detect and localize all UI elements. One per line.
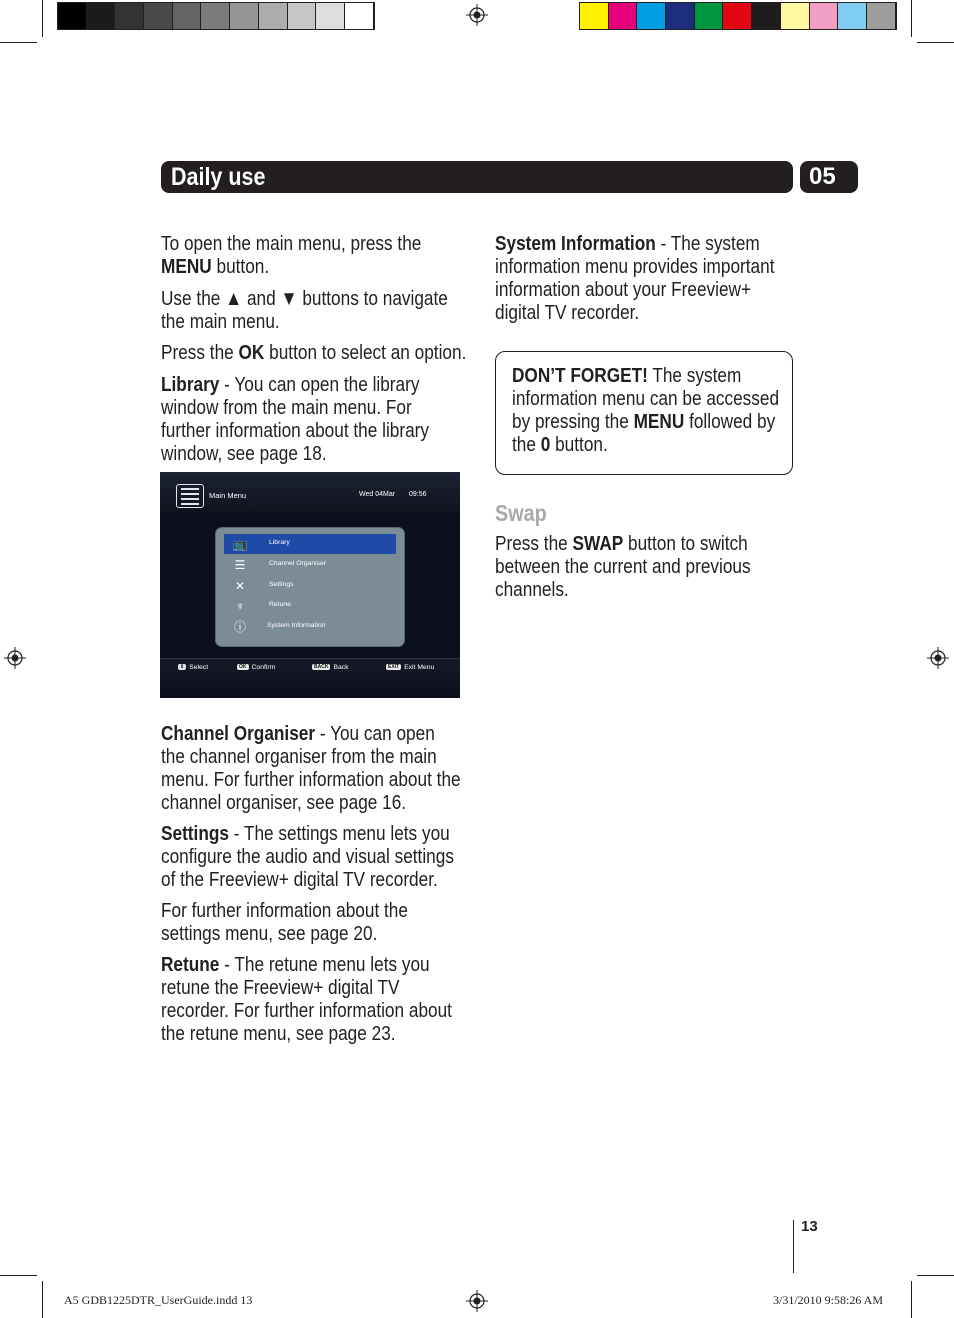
- text: recorder. For further information about: [161, 999, 452, 1022]
- color-swatch: [259, 3, 288, 29]
- paragraph-settings: [161, 822, 454, 891]
- antenna-icon: ♆: [235, 599, 245, 613]
- color-swatch: [695, 3, 724, 29]
- color-swatch: [810, 3, 839, 29]
- text: the channel organiser from the main: [161, 745, 437, 768]
- chapter-number-box: [800, 161, 858, 193]
- menu-list-icon: [176, 484, 204, 508]
- term-settings: Settings: [161, 822, 229, 845]
- paragraph-settings-more: [161, 899, 408, 945]
- text: button.: [211, 255, 270, 278]
- text: settings menu, see page 20.: [161, 922, 378, 945]
- hint-exit: [386, 664, 434, 671]
- key-ok: OK: [238, 341, 265, 364]
- text: retune the Freeview+ digital TV: [161, 976, 400, 999]
- page-number: 13: [801, 1218, 818, 1235]
- tv-hint-bar: [160, 658, 460, 698]
- text: the main menu.: [161, 310, 280, 333]
- color-swatch: [838, 3, 867, 29]
- color-swatch: [58, 3, 87, 29]
- registration-mark-icon: [927, 647, 949, 669]
- text: configure the audio and visual settings: [161, 845, 454, 868]
- text: button to select an option.: [264, 341, 467, 364]
- process-color-bar: [579, 2, 897, 30]
- color-swatch: [288, 3, 317, 29]
- color-swatch: [666, 3, 695, 29]
- tv-menu-item-label: Retune: [269, 601, 291, 608]
- crop-mark: [0, 42, 37, 43]
- slug-timestamp: 3/31/2010 9:58:26 AM: [773, 1293, 884, 1307]
- color-swatch: [173, 3, 202, 29]
- hint-select: [178, 664, 208, 671]
- hint-back: [312, 664, 349, 671]
- hint-label: Back: [333, 664, 349, 671]
- section-title: Daily use: [171, 163, 266, 191]
- color-swatch: [867, 3, 896, 29]
- text: the retune menu, see page 23.: [161, 1022, 396, 1045]
- chapter-number: 05: [809, 163, 836, 190]
- paragraph-navigate: [161, 287, 448, 333]
- select-key-icon: ⇕: [180, 664, 185, 670]
- registration-mark-icon: [4, 647, 26, 669]
- paragraph-system-information: [495, 232, 774, 324]
- tv-top-bar: [160, 472, 460, 512]
- tv-menu-panel: [216, 528, 404, 646]
- down-arrow-icon: ▼: [280, 287, 298, 310]
- crop-mark: [911, 0, 912, 37]
- color-swatch: [637, 3, 666, 29]
- tv-date: Wed 04Mar: [359, 491, 396, 498]
- text: - The system: [655, 232, 760, 255]
- text: - The settings menu lets you: [228, 822, 450, 845]
- grayscale-color-bar: [57, 2, 375, 30]
- text: Use the: [161, 287, 226, 310]
- text: information menu provides important: [495, 255, 775, 278]
- paragraph-channel-organiser: [161, 722, 461, 814]
- text: by pressing the: [512, 410, 634, 433]
- swap-heading: Swap: [495, 500, 547, 526]
- text: For further information about the: [161, 899, 408, 922]
- slug-filename: A5 GDB1225DTR_UserGuide.indd 13: [64, 1293, 253, 1307]
- text: - The retune menu lets you: [219, 953, 430, 976]
- color-swatch: [87, 3, 116, 29]
- text: the: [512, 433, 541, 456]
- info-icon: ⓘ: [233, 620, 246, 634]
- tv-menu-item-settings[interactable]: [224, 576, 396, 596]
- tv-menu-item-retune[interactable]: [224, 596, 396, 616]
- up-arrow-icon: ▲: [225, 287, 243, 310]
- text: information menu can be accessed: [512, 387, 780, 410]
- tv-menu-item-label: System Information: [267, 622, 326, 629]
- dont-forget-note: [512, 364, 779, 456]
- crop-mark: [917, 1275, 954, 1276]
- tv-menu-item-channel-organiser[interactable]: [224, 555, 396, 575]
- color-swatch: [345, 3, 374, 29]
- text: button.: [550, 433, 608, 456]
- text: followed by: [684, 410, 776, 433]
- tv-menu-title: Main Menu: [209, 491, 247, 500]
- crop-mark: [911, 1281, 912, 1318]
- color-swatch: [752, 3, 781, 29]
- hint-label: Confirm: [251, 664, 276, 671]
- text: between the current and previous: [495, 555, 751, 578]
- text: Press the: [161, 341, 239, 364]
- text: channel organiser, see page 16.: [161, 791, 407, 814]
- text: further information about the library: [161, 419, 430, 442]
- paragraph-open-menu: [161, 232, 421, 278]
- crop-mark: [42, 1281, 43, 1318]
- tv-menu-item-system-information[interactable]: [224, 617, 396, 637]
- key-menu: MENU: [633, 410, 685, 433]
- exit-key-icon: EXIT: [388, 664, 400, 670]
- tv-menu-item-label: Settings: [269, 581, 294, 588]
- paragraph-library: [161, 373, 429, 465]
- crop-mark: [0, 1275, 37, 1276]
- paragraph-swap: [495, 532, 751, 601]
- key-swap: SWAP: [572, 532, 624, 555]
- page-number-rule: [793, 1220, 794, 1273]
- crop-mark: [42, 0, 43, 37]
- term-retune: Retune: [161, 953, 220, 976]
- text: - You can open the library: [219, 373, 420, 396]
- color-swatch: [144, 3, 173, 29]
- text: Press the: [495, 532, 573, 555]
- hint-confirm: [237, 664, 275, 671]
- crop-mark: [917, 42, 954, 43]
- color-swatch: [115, 3, 144, 29]
- tv-menu-item-label: Library: [269, 539, 290, 546]
- hint-label: Select: [189, 664, 209, 671]
- text: To open the main menu, press the: [161, 232, 422, 255]
- text: button to switch: [623, 532, 748, 555]
- key-menu: MENU: [161, 255, 212, 278]
- tv-menu-item-label: Channel Organiser: [269, 560, 327, 567]
- color-swatch: [723, 3, 752, 29]
- text: digital TV recorder.: [495, 301, 640, 324]
- text: of the Freeview+ digital TV recorder.: [161, 868, 438, 891]
- term-library: Library: [161, 373, 220, 396]
- text: menu. For further information about the: [161, 768, 461, 791]
- tv-time: 09:56: [409, 491, 427, 498]
- text: buttons to navigate: [297, 287, 448, 310]
- registration-mark-icon: [466, 1290, 488, 1312]
- text: - You can open: [315, 722, 435, 745]
- color-swatch: [201, 3, 230, 29]
- section-header-bar: [161, 161, 793, 193]
- text: The system: [647, 364, 742, 387]
- term-system-information: System Information: [495, 232, 656, 255]
- list-icon: ☰: [234, 558, 246, 572]
- hint-label: Exit Menu: [404, 664, 435, 671]
- color-swatch: [316, 3, 345, 29]
- tv-menu-item-library[interactable]: [224, 534, 396, 554]
- ok-key-icon: OK: [239, 664, 247, 670]
- tv-main-menu-screenshot: [160, 472, 460, 698]
- text: window from the main menu. For: [161, 396, 412, 419]
- color-swatch: [230, 3, 259, 29]
- note-heading: DON’T FORGET!: [512, 364, 648, 387]
- color-swatch: [781, 3, 810, 29]
- text: information about your Freeview+: [495, 278, 752, 301]
- back-key-icon: BACK: [314, 664, 329, 670]
- paragraph-press-ok: [161, 341, 466, 364]
- text: channels.: [495, 578, 569, 601]
- color-swatch: [609, 3, 638, 29]
- key-zero: 0: [540, 433, 551, 456]
- tools-icon: ✕: [234, 579, 246, 593]
- text: window, see page 18.: [161, 442, 327, 465]
- term-channel-organiser: Channel Organiser: [161, 722, 316, 745]
- tv-icon: 📺: [232, 537, 248, 551]
- paragraph-retune: [161, 953, 452, 1045]
- registration-mark-icon: [466, 4, 488, 26]
- color-swatch: [580, 3, 609, 29]
- text: and: [242, 287, 281, 310]
